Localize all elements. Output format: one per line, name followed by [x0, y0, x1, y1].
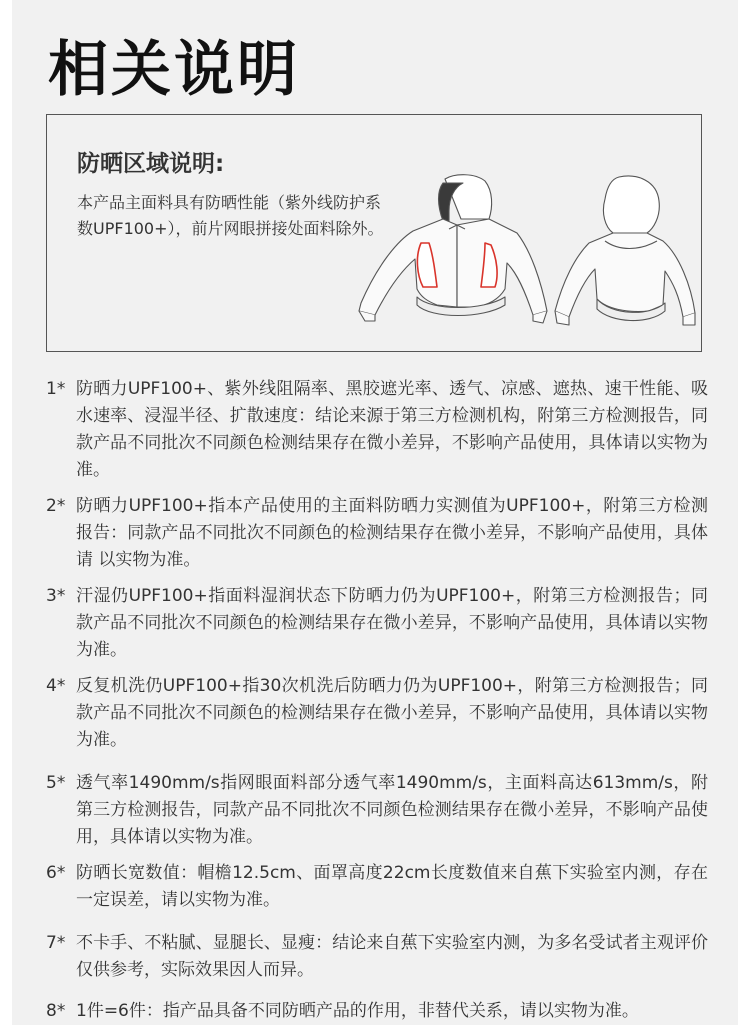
- note-text: 防晒力UPF100+、紫外线阻隔率、黑胶遮光率、透气、凉感、遮热、速干性能、吸水速率、浸湿半径、扩散速度：结论来源于第三方检测机构，附第三方检测报告，同款产品不同批次不同颜色检测结果存在微小差异，不影响产品使用，具体请以实物为准。: [76, 379, 708, 480]
- note-2: [46, 493, 708, 574]
- note-number: 4*: [46, 676, 66, 696]
- sunscreen-area-box: [46, 114, 702, 352]
- note-text: 不卡手、不粘腻、显腿长、显瘦：结论来自蕉下实验室内测，为多名受试者主观评价仅供参考，实际效果因人而异。: [76, 933, 708, 980]
- note-number: 3*: [46, 586, 66, 606]
- note-8: [46, 998, 708, 1025]
- jacket-illustration: [357, 171, 697, 331]
- jacket-back-drawing: [555, 176, 695, 325]
- note-number: 6*: [46, 863, 66, 883]
- note-number: 1*: [46, 379, 66, 399]
- page-title: 相关说明: [48, 35, 300, 105]
- page: [12, 0, 738, 1025]
- note-text: 汗湿仍UPF100+指面料湿润状态下防晒力仍为UPF100+，附第三方检测报告；同款产品不同批次不同颜色的检测结果存在微小差异，不影响产品使用，具体请以实物为准。: [76, 586, 708, 660]
- note-4: [46, 673, 708, 754]
- note-1: [46, 376, 708, 484]
- note-number: 5*: [46, 773, 66, 793]
- note-3: [46, 583, 708, 664]
- sunscreen-area-body: 本产品主面料具有防晒性能（紫外线防护系数UPF100+），前片网眼拼接处面料除外。: [77, 193, 384, 238]
- note-5: [46, 770, 708, 851]
- note-number: 8*: [46, 1001, 66, 1021]
- note-text: 透气率1490mm/s指网眼面料部分透气率1490mm/s，主面料高达613mm/s，附第三方检测报告，同款产品不同批次不同颜色检测结果存在微小差异，不影响产品使用，具体请以实物为准。: [76, 773, 708, 847]
- note-text: 反复机洗仍UPF100+指30次机洗后防晒力仍为UPF100+，附第三方检测报告；同款产品不同批次不同颜色的检测结果存在微小差异，不影响产品使用，具体请以实物为准。: [76, 676, 708, 750]
- sunscreen-area-heading: 防晒区域说明:: [77, 151, 225, 177]
- note-number: 2*: [46, 496, 66, 516]
- note-7: [46, 930, 708, 984]
- note-text: 防晒力UPF100+指本产品使用的主面料防晒力实测值为UPF100+，附第三方检测报告：同款产品不同批次不同颜色的检测结果存在微小差异，不影响产品使用，具体请 以实物为准。: [76, 496, 708, 570]
- note-number: 7*: [46, 933, 66, 953]
- jacket-front-drawing: [359, 175, 547, 323]
- note-6: [46, 860, 708, 914]
- note-text: 防晒长宽数值：帽檐12.5cm、面罩高度22cm长度数值来自蕉下实验室内测，存在一定误差，请以实物为准。: [76, 863, 708, 910]
- notes-list: [46, 376, 708, 1025]
- note-text: 1件=6件：指产品具备不同防晒产品的作用，非替代关系，请以实物为准。: [76, 1001, 639, 1021]
